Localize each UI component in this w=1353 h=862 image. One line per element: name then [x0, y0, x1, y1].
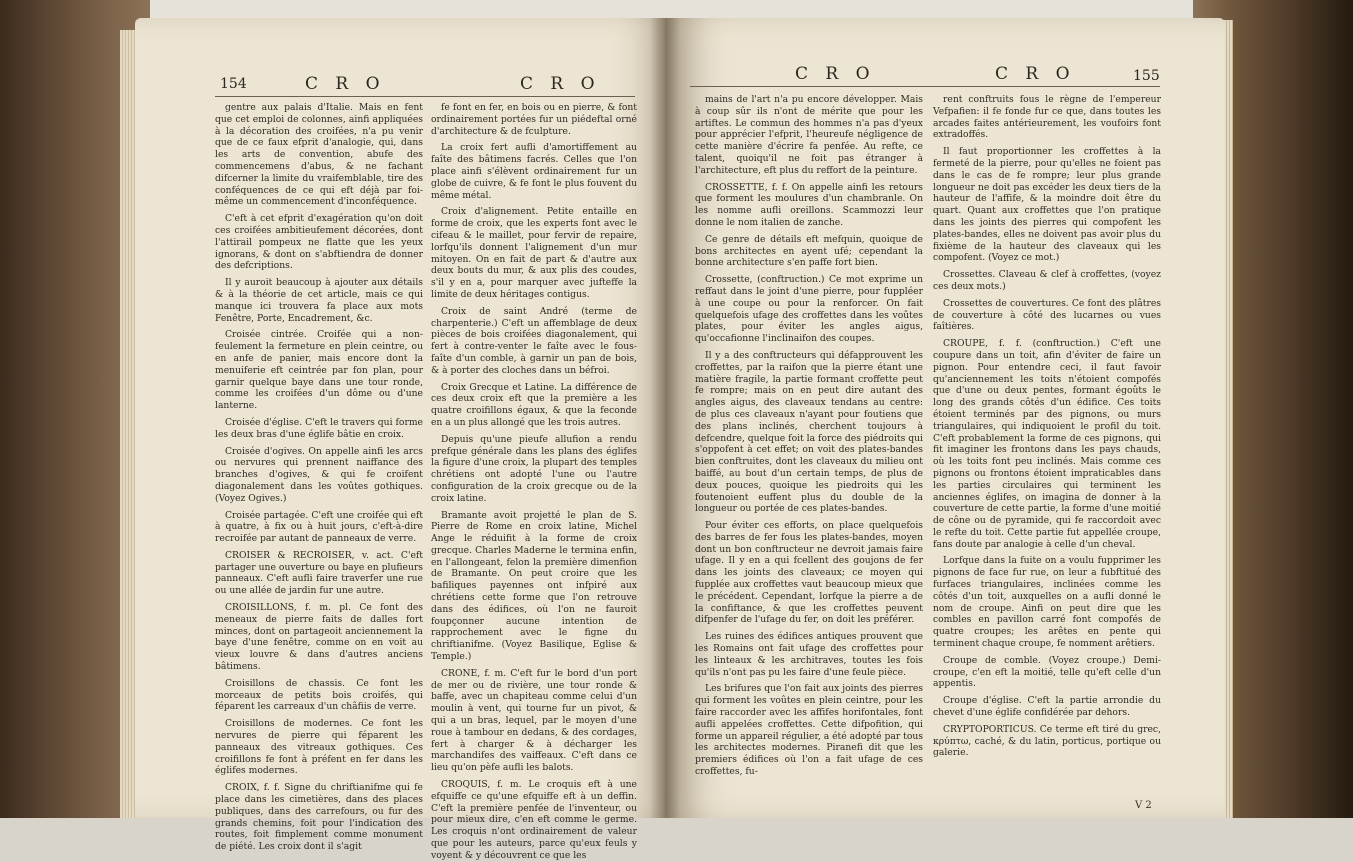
paragraph: Croisillons de modernes. Ce font les nervures de pierre qui féparent les panneaux des vitreaux gothiques. Ces croifillons fe font à préfent en fer dans les églifes modernes. — [215, 718, 423, 777]
paragraph: La croix fert aufli d'amortiffement au faîte des bâtimens facrés. Celles que l'on place ainfi s'élèvent ordinairement fur un globe de cuivre, & fe font le plus fouvent du même métal. — [431, 142, 637, 201]
signature-mark: V 2 — [1135, 800, 1152, 811]
paragraph: CROISER & RECROISER, v. act. C'eft partager une ouverture ou baye en plufieurs panneaux. C'eft aufli faire traverfer une rue ou une allée de jardin fur une autre. — [215, 549, 423, 597]
paragraph: Lorfque dans la fuite on a voulu fupprimer les pignons de face fur rue, on leur a fubftitué des furfaces triangulaires, inclinées comme les côtés d'un toit, auxquelles on a aufli donné le nom de croupe. Ainfi on peut dire que les combles en pavillon carré font compofés de quatre croupes; les arêtes en pente qui terminent chaque croupe, fe nomment arêtiers. — [933, 555, 1161, 650]
left-page-number: 154 — [220, 76, 247, 92]
paragraph: rent conftruits fous le règne de l'empereur Vefpafien: il fe fonde fur ce que, dans toutes les arcades faites antérieurement, les voufoirs font extradoffés. — [933, 94, 1161, 141]
right-page — [665, 18, 1225, 818]
paragraph: CROISILLONS, f. m. pl. Ce font des meneaux de pierre faits de dalles fort minces, dont on partageoit anciennement la baye d'une fenêtre, comme on en voit au vieux louvre & dans d'autres anciens bâtimens. — [215, 602, 423, 673]
left-running-head-1: C R O — [305, 74, 386, 94]
paragraph: Croisillons de chassis. Ce font les morceaux de petits bois croifés, qui féparent les carreaux d'un châfiis de verre. — [215, 677, 423, 713]
left-running-head-2: C R O — [520, 74, 601, 94]
paragraph: Croisée d'ogives. On appelle ainfi les arcs ou nervures qui prennent naiffance des branches d'ogives, & qui fe croifent diagonalement dans les voûtes gothiques. (Voyez Ogives.) — [215, 445, 423, 504]
paragraph: CROSSETTE, f. f. On appelle ainfi les retours que forment les moulures d'un chambranle. On les nomme aufli oreillons. Scammozzi leur donne le nom italien de zanche. — [695, 181, 923, 228]
paragraph: Ce genre de détails eft mefquin, quoique de bons architectes en ayent ufé; cependant la bonne architecture s'en paffe fort bien. — [695, 233, 923, 269]
paragraph: Bramante avoit projetté le plan de S. Pierre de Rome en croix latine, Michel Ange le réduifit à la forme de croix grecque. Charles Maderne le termina enfin, en l'allongeant, felon la première dimenfion de Bramante. On peut croire que les bafiliques payennes ont infpiré aux chrétiens cette forme que l'on retrouve dans des édifices, où l'on ne fauroit foupçonner aucune intention de rapprochement avec le figne du chriftianifme. (Voyez Basilique, Eglise & Temple.) — [431, 509, 637, 663]
paragraph: Croix de saint André (terme de charpenterie.) C'eft un affemblage de deux pièces de bois croifées diagonalement, qui fert à contre-venter le faîte avec le fous-faîte d'un comble, à garnir un pan de bois, & à porter des cloches dans un béfroi. — [431, 305, 637, 376]
paragraph: Il y a des conftructeurs qui défapprouvent les croffettes, par la raifon que la pierre étant une matière fragile, la partie formant croffette peut fe rompre; mais on en peut dire autant des angles aigus, des claveaux tendans au centre: de plus ces claveaux n'ayant pour foutiens que des plans inclinés, cherchent toujours à defcendre, quelque foit la force des piédroits qui s'oppofent à cet effet; on voit des plates-bandes bien conftruites, dont les claveaux du milieu ont baiffé, au bout d'un certain temps, de plus de deux pouces, quoique les piedroits qui les foutenoient euffent plus du double de la longueur ou portée de ces plates-bandes. — [695, 349, 923, 515]
paragraph: Croisée cintrée. Croifée qui a non-feulement la fermeture en plein ceintre, ou en anfe de panier, mais encore dont la menuiferie eft ceintrée par fon plan, pour garnir quelque baye dans une tour ronde, comme les croifées d'un dôme ou d'une lanterne. — [215, 329, 423, 412]
paragraph: Crossettes de couvertures. Ce font des plâtres de couverture à côté des lucarnes ou vues faîtières. — [933, 297, 1161, 333]
right-page-column-2 — [933, 94, 1161, 816]
paragraph: CROIX, f. f. Signe du chriftianifme qui fe place dans les cimetières, dans des places publiques, dans des carrefours, ou fur des grands chemins, foit pour l'indication des routes, foit fimplement comme monument de piété. Les croix dont il s'agit — [215, 782, 423, 853]
paragraph: Croix d'alignement. Petite entaille en forme de croix, que les experts font avec le cifeau & le maillet, pour fervir de repaire, lorfqu'ils donnent l'alignement d'un mur mitoyen. On en fait de part & d'autre aux deux bouts du mur, & aux plis des coudes, s'il y en a, pour marquer avec jufteffe la limite de deux héritages contigus. — [431, 206, 637, 300]
paragraph: Il faut proportionner les croffettes à la fermeté de la pierre, pour qu'elles ne foient pas dans le cas de fe rompre; leur plus grande longueur ne doit pas excéder les deux tiers de la hauteur de l'affife, & la moindre doit être du quart. Quant aux croffettes que l'on pratique dans les joints des pierres qui compofent les plates-bandes, elles ne doivent pas avoir plus du fixième de la hauteur des claveaux qui les compofent. (Voyez ce mot.) — [933, 146, 1161, 264]
paragraph: CRYPTOPORTICUS. Ce terme eft tiré du grec, κρύπτω, caché, & du latin, porticus, portique ou galerie. — [933, 723, 1161, 759]
paragraph: Crossette, (conftruction.) Ce mot exprime un reffaut dans le joint d'une pierre, pour fuppléer à une coupe ou pour la renforcer. On fait quelquefois ufage des croffettes dans les voûtes plates, pour éviter les angles aigus, qu'occafionne l'inclinaifon des coupes. — [695, 274, 923, 345]
left-page — [135, 18, 665, 861]
right-running-head-2: C R O — [995, 64, 1076, 84]
paragraph: Les brifures que l'on fait aux joints des pierres qui forment les voûtes en plein ceintre, pour les faire raccorder avec les affifes horifontales, font aufli appelées croffettes. Cette difpofition, qui forme un appareil régulier, a été adopté par tous les architectes modernes. Piranefi dit que les premiers édifices où l'on a fait ufage de ces croffettes, fu- — [695, 683, 923, 778]
paragraph: Croix Grecque et Latine. La différence de ces deux croix eft que la première a les quatre croifillons égaux, & que la feconde en a un plus allongé que les trois autres. — [431, 381, 637, 428]
right-page-number: 155 — [1133, 68, 1160, 84]
paragraph: Pour éviter ces efforts, on place quelquefois des barres de fer fous les plates-bandes, moyen dont un bon conftructeur ne devroit jamais faire ufage. Il y en a qui fcellent des goujons de fer dans les joints des claveaux; ce moyen qui fupplée aux croffettes vaut beaucoup mieux que le précédent. Cependant, lorfque la pierre a de la confiftance, & que les croffettes peuvent difpenfer de l'ufage du fer, on doit les préférer. — [695, 520, 923, 626]
paragraph: gentre aux palais d'Italie. Mais en fent que cet emploi de colonnes, ainfi appliquées à la décoration des croifées, n'a pu venir que de ce faux efprit d'analogie, qui, dans les arts de convention, abufe des commencemens d'abus, & ne fachant difcerner la limite du vraifemblable, tire des conféquences de ce qui eft déjà par foi-même un commencement d'inconféquence. — [215, 102, 423, 208]
paragraph: Les ruines des édifices antiques prouvent que les Romains ont fait ufage des croffettes pour les linteaux & les architraves, toutes les fois qu'ils n'ont pas pu les faire d'une feule pièce. — [695, 631, 923, 678]
paragraph: Croisée partagée. C'eft une croifée qui eft à quatre, à fix ou à huit jours, c'eft-à-dire recroifée par autant de panneaux de verre. — [215, 509, 423, 545]
paragraph: CROQUIS, f. m. Le croquis eft à une efquiffe ce qu'une efquiffe eft à un deffin. C'eft la première penfée de l'inventeur, ou pour mieux dire, c'en eft comme le germe. Les croquis n'ont ordinairement de valeur que pour les auteurs, parce qu'eux feuls y voyent & y découvrent ce que les — [431, 779, 637, 861]
paragraph: C'eft à cet efprit d'exagération qu'on doit ces croifées ambitieufement décorées, dont l'attirail pompeux ne flatte que les yeux ignorans, & dont on s'abftiendra de donner des defcriptions. — [215, 213, 423, 272]
paragraph: Croisée d'église. C'eft le travers qui forme les deux bras d'une églife bâtie en croix. — [215, 416, 423, 440]
left-page-column-1 — [215, 102, 423, 853]
paragraph: Il y auroit beaucoup à ajouter aux détails & à la théorie de cet article, mais ce qui manque ici trouvera fa place aux mots Fenêtre, Porte, Encadrement, &c. — [215, 277, 423, 324]
paragraph: Crossettes. Claveau & clef à croffettes, (voyez ces deux mots.) — [933, 269, 1161, 292]
left-page-column-2 — [431, 102, 637, 861]
right-running-head-1: C R O — [795, 64, 876, 84]
right-header-rule — [690, 86, 1160, 87]
left-header-rule — [215, 96, 635, 97]
paragraph: Depuis qu'une pieufe allufion a rendu prefque générale dans les plans des églifes la figure d'une croix, la plupart des temples chrétiens ont adopté l'une ou l'autre configuration de la croix grecque ou de la croix latine. — [431, 433, 637, 504]
paragraph: mains de l'art n'a pu encore développer. Mais à coup sûr ils n'ont de mérite que pour les artiftes. Le commun des hommes n'a pas d'yeux pour apprécier l'efprit, l'heureufe négligence de cette manière d'écrire fa penfée. Au refte, ce talent, quoiqu'il ne foit pas étranger à l'architecture, eft plus du reffort de la peinture. — [695, 94, 923, 176]
paragraph: fe font en fer, en bois ou en pierre, & font ordinairement portées fur un piédeftal orné d'architecture & de fculpture. — [431, 102, 637, 137]
paragraph: Croupe d'église. C'eft la partie arrondie du chevet d'une églife confidérée par dehors. — [933, 695, 1161, 719]
paragraph: CROUPE, f. f. (conftruction.) C'eft une coupure dans un toit, afin d'éviter de faire un pignon. Pour entendre ceci, il faut favoir qu'anciennement les toits n'étoient compofés que d'une ou deux pentes, formant égoûts le long des grands côtés d'un édifice. Ces toits étoient terminés par des pignons, ou murs triangulaires, qui indiquoient le profil du toit. C'eft probablement la forme de ces pignons, qui fit imaginer les frontons dans les pays chauds, où les toits font peu inclinés. Mais comme ces pignons ou frontons étoient impraticables dans les parties circulaires qui terminent les anciennes églifes, on imagina de donner à la couverture de cette partie, la forme d'une moitié de cône ou de pyramide, qui fe raccordoit avec le refte du toit. Cette partie fut appellée croupe, fans doute par analogie à celle d'un cheval. — [933, 338, 1161, 550]
paragraph: CRONE, f. m. C'eft fur le bord d'un port de mer ou de rivière, une tour ronde & baffe, avec un chapiteau comme celui d'un moulin à vent, qui tourne fur un pivot, & qui a un bras, lequel, par le moyen d'une roue à tambour en dedans, & des cordages, fert à charger & à décharger les marchandifes des vaiffeaux. C'eft dans ce lieu qu'on pèfe aufli les balots. — [431, 667, 637, 774]
paragraph: Croupe de comble. (Voyez croupe.) Demi-croupe, c'en eft la moitié, telle qu'eft celle d'un appentis. — [933, 654, 1161, 690]
right-page-column-1 — [695, 94, 923, 816]
